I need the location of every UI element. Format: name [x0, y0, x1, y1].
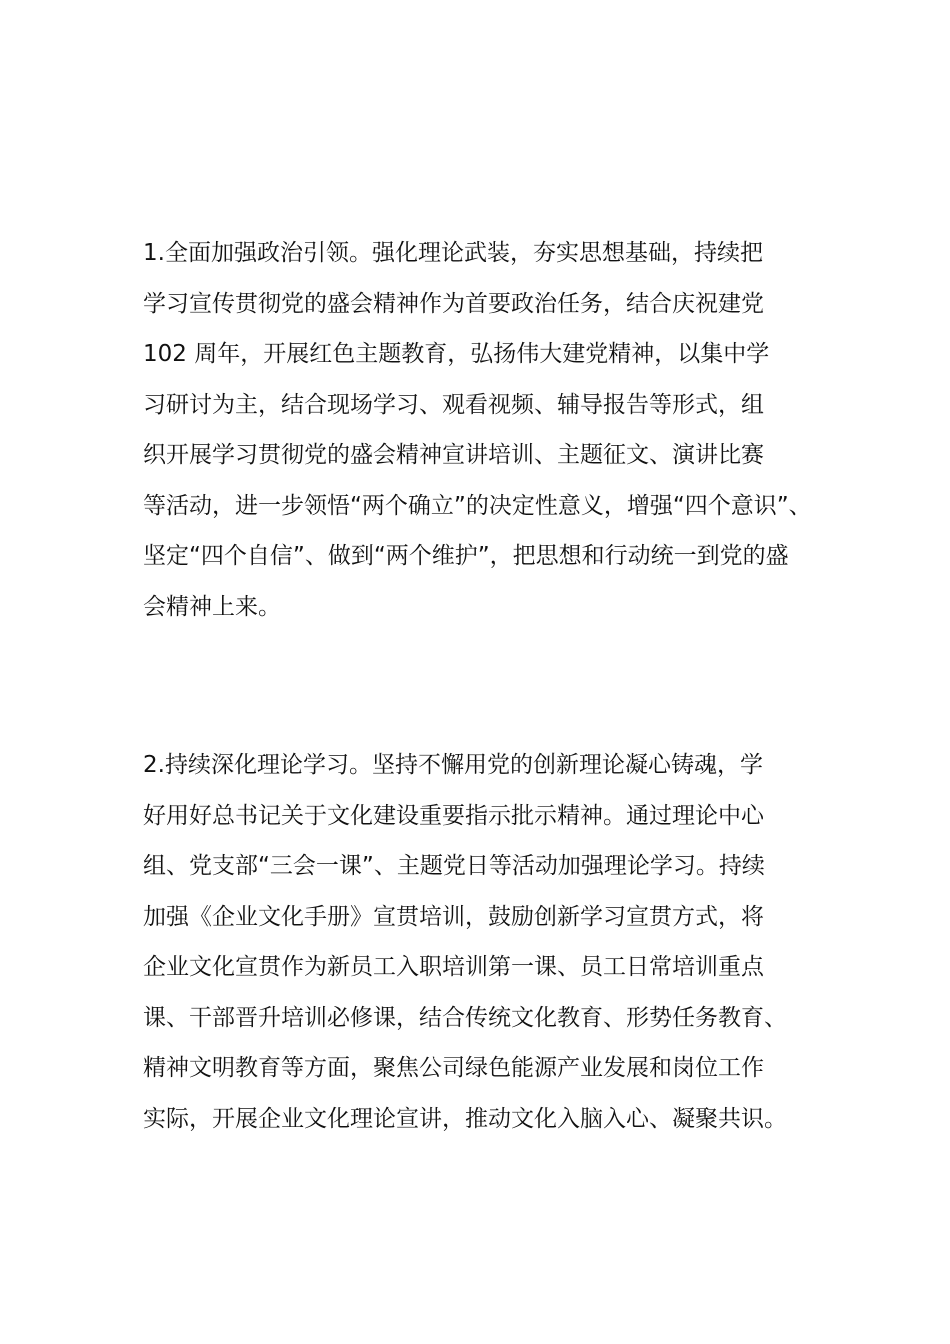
text-line: 等活动，进一步领悟“两个确立”的决定性意义，增强“四个意识”、 [143, 492, 812, 519]
text-line: 组、党支部“三会一课”、主题党日等活动加强理论学习。持续 [143, 853, 765, 879]
text-line: 学习宣传贯彻党的盛会精神作为首要政治任务，结合庆祝建党 [143, 290, 764, 317]
text-line: 企业文化宣贯作为新员工入职培训第一课、员工日常培训重点 [143, 954, 764, 980]
text-line: 1.全面加强政治引领。强化理论武装，夯实思想基础，持续把 [143, 240, 763, 266]
text-line: 实际，开展企业文化理论宣讲，推动文化入脑入心、凝聚共识。 [143, 1105, 787, 1132]
paragraph-political-leadership [143, 228, 843, 632]
text-line: 加强《企业文化手册》宣贯培训，鼓励创新学习宣贯方式，将 [143, 903, 764, 930]
text-line: 好用好总书记关于文化建设重要指示批示精神。通过理论中心 [143, 802, 764, 829]
text-line: 102 周年，开展红色主题教育，弘扬伟大建党精神，以集中学 [143, 341, 770, 367]
text-line: 会精神上来。 [143, 593, 281, 620]
text-line: 织开展学习贯彻党的盛会精神宣讲培训、主题征文、演讲比赛 [143, 442, 764, 468]
text-line: 习研讨为主，结合现场学习、观看视频、辅导报告等形式，组 [143, 391, 764, 418]
text-line: 课、干部晋升培训必修课，结合传统文化教育、形势任务教育、 [143, 1004, 787, 1031]
text-line: 精神文明教育等方面，聚焦公司绿色能源产业发展和岗位工作 [143, 1055, 764, 1081]
paragraph-theory-study [143, 740, 843, 1144]
text-line: 坚定“四个自信”、做到“两个维护”，把思想和行动统一到党的盛 [143, 543, 789, 569]
text-line: 2.持续深化理论学习。坚持不懈用党的创新理论凝心铸魂，学 [143, 752, 763, 778]
